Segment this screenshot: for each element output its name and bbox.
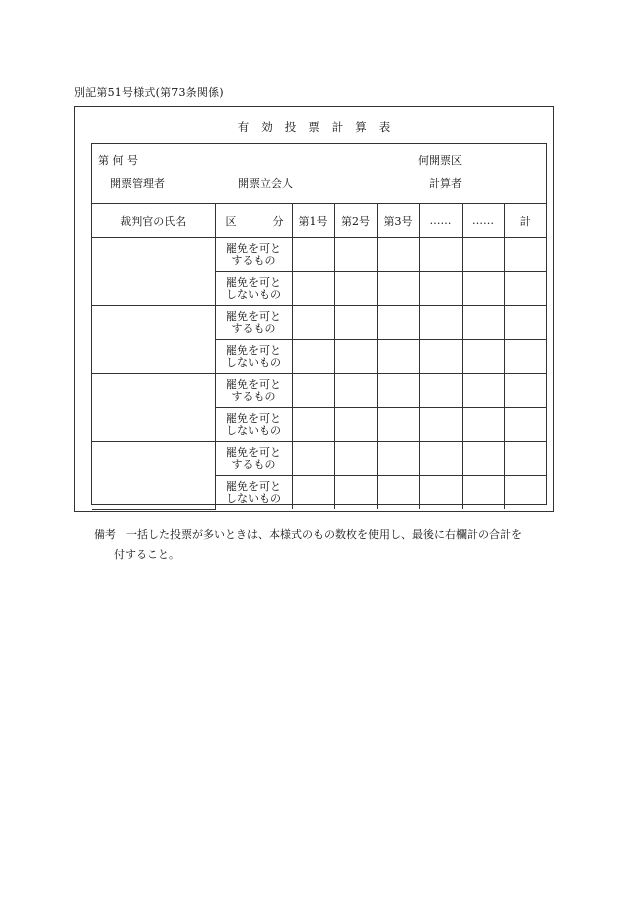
vote-cell	[377, 374, 419, 408]
title-char: 投	[284, 120, 297, 134]
table-row	[92, 442, 546, 476]
dismiss-yes-label: 罷免を可と するもの	[215, 306, 292, 340]
vote-cell	[419, 340, 462, 374]
dismiss-yes-label: 罷免を可と するもの	[215, 238, 292, 272]
judge-name-cell	[92, 306, 215, 374]
vote-cell	[292, 272, 334, 306]
vote-cell	[377, 408, 419, 442]
vote-cell	[334, 442, 377, 476]
vote-grid	[92, 204, 546, 510]
vote-cell	[462, 442, 504, 476]
dismiss-no-label: 罷免を可と しないもの	[215, 340, 292, 374]
vote-cell	[377, 272, 419, 306]
vote-cell	[419, 408, 462, 442]
table-row	[92, 238, 546, 272]
total-cell	[504, 374, 546, 408]
vote-cell	[377, 340, 419, 374]
total-cell	[504, 408, 546, 442]
vote-cell	[334, 340, 377, 374]
table-row	[92, 374, 546, 408]
vote-cell	[419, 238, 462, 272]
form-frame	[74, 106, 554, 512]
table-header-block	[92, 144, 546, 204]
table-row	[92, 306, 546, 340]
vote-cell	[377, 238, 419, 272]
vote-cell	[462, 476, 504, 510]
vote-cell	[419, 476, 462, 510]
vote-cell	[334, 476, 377, 510]
vote-cell	[292, 306, 334, 340]
vote-cell	[377, 476, 419, 510]
vote-cell	[334, 374, 377, 408]
dismiss-yes-label: 罷免を可と するもの	[215, 442, 292, 476]
vote-cell	[334, 238, 377, 272]
vote-cell	[292, 238, 334, 272]
title-char: 効	[261, 120, 273, 134]
counting-manager-label: 開票管理者	[110, 177, 165, 190]
total-cell	[504, 476, 546, 510]
vote-cell	[462, 340, 504, 374]
form-caption: 別記第51号様式(第73条関係)	[74, 86, 224, 99]
judge-name-cell	[92, 442, 215, 510]
column-3-header: 第3号	[377, 204, 419, 238]
vote-cell	[377, 306, 419, 340]
title-char: 計	[331, 120, 344, 134]
dismiss-no-label: 罷免を可と しないもの	[215, 408, 292, 442]
vote-cell	[462, 374, 504, 408]
total-cell	[504, 442, 546, 476]
judge-name-cell	[92, 238, 215, 306]
vote-cell	[334, 272, 377, 306]
column-ellipsis-header: ……	[462, 204, 504, 238]
vote-cell	[462, 408, 504, 442]
vote-cell	[334, 306, 377, 340]
total-cell	[504, 272, 546, 306]
vote-cell	[292, 408, 334, 442]
vote-cell	[292, 442, 334, 476]
vote-cell	[292, 476, 334, 510]
vote-cell	[377, 442, 419, 476]
title-char: 表	[378, 120, 391, 134]
total-cell	[504, 306, 546, 340]
remarks	[94, 525, 564, 565]
calculator-label: 計算者	[429, 177, 462, 190]
judge-name-cell	[92, 374, 215, 442]
title-char: 票	[308, 120, 320, 134]
remarks-text: 一括した投票が多いときは、本様式のもの数枚を使用し、最後に右欄計の合計を	[126, 528, 522, 541]
title-char: 算	[355, 120, 367, 134]
remarks-text-continued: 付すること。	[114, 548, 180, 561]
remarks-label: 備考	[94, 528, 116, 541]
vote-cell	[462, 306, 504, 340]
vote-cell	[419, 442, 462, 476]
dismiss-no-label: 罷免を可と しないもの	[215, 476, 292, 510]
dismiss-no-label: 罷免を可と しないもの	[215, 272, 292, 306]
vote-cell	[292, 340, 334, 374]
number-label: 第 何 号	[98, 154, 138, 167]
vote-cell	[292, 374, 334, 408]
dismiss-yes-label: 罷免を可と するもの	[215, 374, 292, 408]
vote-cell	[419, 374, 462, 408]
vote-cell	[462, 272, 504, 306]
total-cell	[504, 238, 546, 272]
form-title	[75, 119, 553, 135]
tally-table	[91, 143, 547, 505]
vote-cell	[334, 408, 377, 442]
title-char: 有	[237, 120, 250, 134]
vote-cell	[419, 272, 462, 306]
counting-district-label: 何開票区	[418, 154, 462, 167]
column-header-row	[92, 204, 546, 238]
counting-witness-label: 開票立会人	[238, 177, 293, 190]
total-header: 計	[504, 204, 546, 238]
vote-cell	[419, 306, 462, 340]
column-2-header: 第2号	[334, 204, 377, 238]
total-cell	[504, 340, 546, 374]
category-header: 区 分	[215, 204, 292, 238]
vote-cell	[462, 238, 504, 272]
column-1-header: 第1号	[292, 204, 334, 238]
column-ellipsis-header: ……	[419, 204, 462, 238]
judge-name-header: 裁判官の氏名	[92, 204, 215, 238]
